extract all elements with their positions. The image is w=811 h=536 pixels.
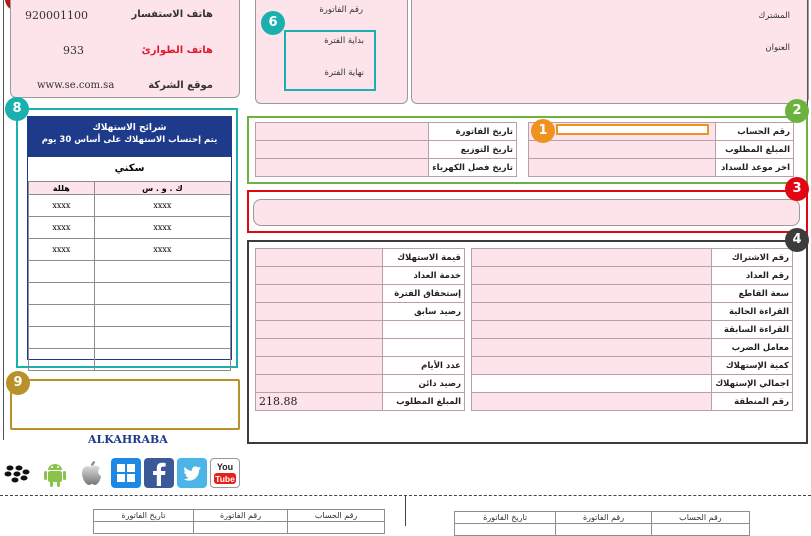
tiers-category: سكني: [114, 163, 145, 174]
period-invoice-number: رقم الفاتورة: [319, 5, 363, 15]
charges-left-value: 218.88: [256, 393, 383, 411]
charges-left-row: [256, 249, 465, 267]
inquiry-value: 920001100: [25, 9, 88, 22]
tiers-col-halala: هللة: [29, 182, 95, 195]
charges-left-row: [256, 321, 465, 339]
charges-right-value: [472, 249, 712, 267]
charges-left-row: [256, 357, 465, 375]
charges-right-label: رقم المنطقة: [712, 393, 793, 411]
charges-right-row: [472, 339, 793, 357]
tier-row: [29, 195, 231, 217]
tier-row: [29, 305, 231, 327]
charges-right-label: كمية الإستهلاك: [712, 357, 793, 375]
charges-right-label: سعة القاطع: [712, 285, 793, 303]
invoice-date-label: تاريخ الفاتورة: [429, 123, 517, 141]
badge-6: 6: [261, 11, 285, 35]
tier-halala-cell: xxxx: [29, 239, 95, 261]
coupon-right: [454, 511, 750, 536]
tier-halala-cell: [29, 327, 95, 349]
tiers-title: شرائح الاستهلاك: [92, 123, 167, 133]
coupon-left: [93, 509, 385, 534]
charges-left-row: [256, 303, 465, 321]
charges-right-label: القراءة الحالية: [712, 303, 793, 321]
charges-left-row: [256, 375, 465, 393]
charges-right-row: [472, 267, 793, 285]
tier-halala-cell: [29, 283, 95, 305]
tiers-col-kwh: ك . و . س: [94, 182, 230, 195]
coupon-right-invoice-number: رقم الفاتورة: [556, 512, 652, 524]
charges-right-value: [472, 339, 712, 357]
charges-left-value: [256, 303, 383, 321]
charges-left-label: [383, 321, 465, 339]
svg-text:Tube: Tube: [215, 474, 235, 484]
tier-kwh-cell: [94, 327, 230, 349]
brand-name: ALKAHRABA: [88, 433, 168, 446]
coupon-left-account: رقم الحساب: [288, 510, 385, 522]
tier-row: [29, 349, 231, 371]
badge-9: 9: [6, 371, 30, 395]
charges-right-label: معامل الضرب: [712, 339, 793, 357]
summary-section: [247, 116, 808, 184]
contact-box: [10, 0, 240, 98]
tier-row: [29, 327, 231, 349]
charges-left-value: [256, 321, 383, 339]
subscriber-address-label: العنوان: [765, 43, 790, 53]
svg-text:You: You: [216, 462, 234, 472]
badge-8: 8: [5, 97, 29, 121]
charges-right-value: [472, 267, 712, 285]
blackberry-icon[interactable]: [4, 458, 34, 488]
badge-4: 4: [785, 228, 809, 252]
charges-left-value: [256, 357, 383, 375]
tier-halala-cell: [29, 261, 95, 283]
windows-icon[interactable]: [111, 458, 141, 488]
charges-right-row: [472, 357, 793, 375]
charges-right-row: [472, 303, 793, 321]
facebook-icon[interactable]: [144, 458, 174, 488]
coupon-right-account: رقم الحساب: [651, 512, 749, 524]
tiers-card: [27, 116, 232, 360]
emergency-value: 933: [63, 44, 84, 57]
coupon-divider: [405, 496, 406, 526]
charges-left-row: [256, 339, 465, 357]
charges-left-label: قيمة الاستهلاك: [383, 249, 465, 267]
website-label: موقع الشركة: [148, 80, 213, 91]
charges-right-row: [472, 249, 793, 267]
youtube-icon[interactable]: [210, 458, 240, 488]
message-box: [253, 199, 800, 226]
subscriber-name-label: المشترك: [758, 11, 790, 21]
last-payment-date-label: اخر موعد للسداد: [716, 159, 794, 177]
charges-left-value: [256, 339, 383, 357]
coupon-left-invoice-number: رقم الفاتورة: [193, 510, 287, 522]
charges-right-label: رقم العداد: [712, 267, 793, 285]
charges-right-row: [472, 375, 793, 393]
tier-halala-cell: [29, 349, 95, 371]
tier-halala-cell: [29, 305, 95, 327]
left-margin-line: [3, 0, 4, 440]
account-number-highlight: [556, 124, 709, 135]
charges-left-label: رصيد سابق: [383, 303, 465, 321]
charges-left-row: [256, 267, 465, 285]
charges-right-value: [472, 375, 712, 393]
tier-kwh-cell: xxxx: [94, 239, 230, 261]
charges-left-value: [256, 267, 383, 285]
tier-row: [29, 261, 231, 283]
tier-kwh-cell: xxxx: [94, 195, 230, 217]
note-section: [10, 379, 240, 430]
tiers-subtitle: يتم إحتساب الاستهلاك على أساس 30 يوم: [41, 135, 218, 145]
tiers-header: [28, 117, 231, 157]
charges-left-row: [256, 285, 465, 303]
charges-right-value: [472, 321, 712, 339]
charges-left-value: [256, 375, 383, 393]
twitter-icon[interactable]: [177, 458, 207, 488]
amount-due-label: المبلغ المطلوب: [716, 141, 794, 159]
website-value: www.se.com.sa: [37, 80, 115, 91]
tier-halala-cell: xxxx: [29, 195, 95, 217]
charges-right-value: [472, 303, 712, 321]
emergency-label: هاتف الطوارئ: [141, 45, 213, 56]
distribution-date-label: تاريخ التوزيع: [429, 141, 517, 159]
charges-right-row: [472, 285, 793, 303]
disconnect-date-label: تاريخ فصل الكهرباء: [429, 159, 517, 177]
charges-left-label: إستحقاق الفترة: [383, 285, 465, 303]
tier-kwh-cell: xxxx: [94, 217, 230, 239]
badge-1: 1: [531, 119, 555, 143]
charges-section: [247, 240, 808, 444]
charges-right-label: القراءة السابقة: [712, 321, 793, 339]
tier-row: [29, 283, 231, 305]
tier-kwh-cell: [94, 283, 230, 305]
charges-right-row: [472, 321, 793, 339]
tier-row: [29, 217, 231, 239]
charges-left-label: خدمة العداد: [383, 267, 465, 285]
account-number-label: رقم الحساب: [716, 123, 794, 141]
coupon-left-invoice-date: تاريخ الفاتورة: [94, 510, 194, 522]
tier-halala-cell: xxxx: [29, 217, 95, 239]
period-highlight: [284, 30, 376, 91]
charges-left-value: [256, 285, 383, 303]
tier-kwh-cell: [94, 305, 230, 327]
tier-kwh-cell: [94, 261, 230, 283]
charges-left-label: عدد الأيام: [383, 357, 465, 375]
charges-right-value: [472, 357, 712, 375]
charges-left-label: رصيد دائن: [383, 375, 465, 393]
charges-left-value: [256, 249, 383, 267]
charges-right-label: رقم الاشتراك: [712, 249, 793, 267]
badge-3: 3: [785, 177, 809, 201]
charges-right-value: [472, 393, 712, 411]
tier-kwh-cell: [94, 349, 230, 371]
tier-row: [29, 239, 231, 261]
badge-2: 2: [785, 99, 809, 123]
charges-left-label: المبلغ المطلوب: [383, 393, 465, 411]
charges-left-label: [383, 339, 465, 357]
apple-icon[interactable]: [76, 458, 106, 488]
subscriber-box: [411, 0, 809, 104]
android-icon[interactable]: [40, 458, 70, 488]
message-section: [247, 190, 808, 233]
period-end: نهاية الفترة: [324, 68, 364, 78]
charges-right-row: [472, 393, 793, 411]
period-start: بداية الفترة: [324, 36, 364, 46]
charges-right-value: [472, 285, 712, 303]
charges-right-label: اجمالي الإستهلاك: [712, 375, 793, 393]
coupon-right-invoice-date: تاريخ الفاتورة: [455, 512, 556, 524]
inquiry-label: هاتف الاستفسار: [131, 9, 213, 20]
charges-left-row: [256, 393, 465, 411]
tiers-section: [16, 108, 238, 368]
